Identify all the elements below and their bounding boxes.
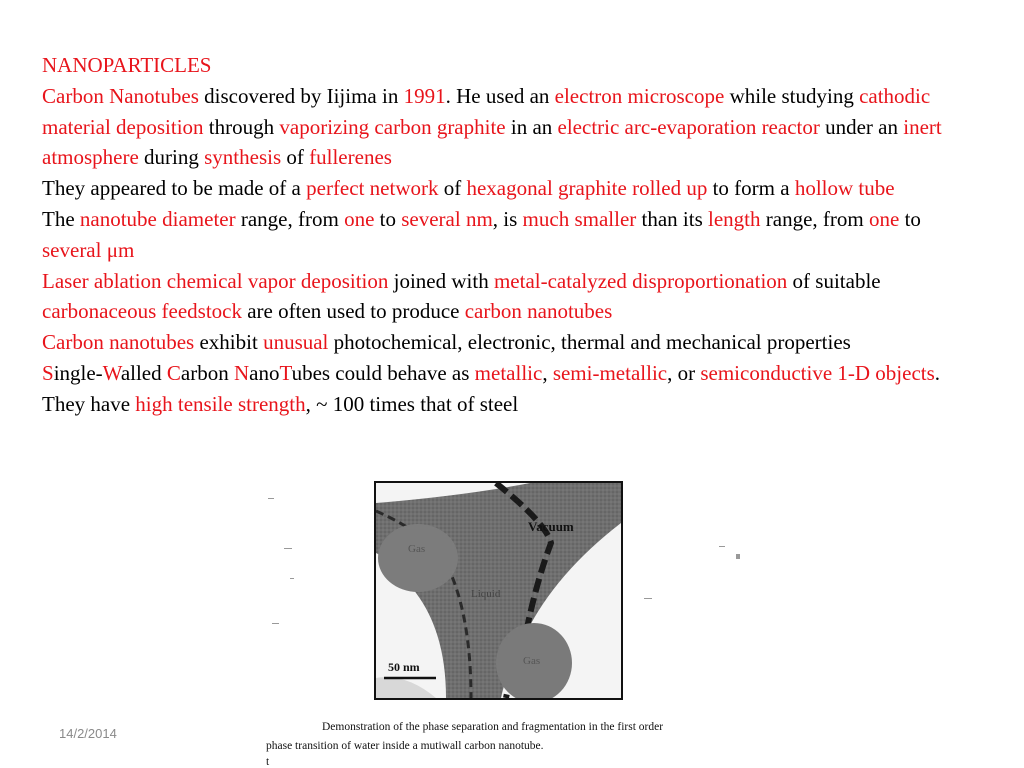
text-run: photochemical, electronic, thermal and mechanical properties [328, 330, 851, 355]
highlight-term: W [102, 360, 121, 385]
liquid-label: Liquid [471, 588, 501, 600]
highlight-term: carbonaceous feedstock [42, 299, 242, 324]
vacuum-label: Vacuum [528, 519, 574, 534]
caption-line-2: phase transition of water inside a mutiwall carbon nanotube. [266, 740, 544, 752]
highlight-term: synthesis [204, 145, 282, 170]
highlight-term: T [279, 360, 292, 385]
highlight-term: fullerenes [309, 145, 392, 170]
text-run: , is [492, 206, 523, 231]
text-run: than its [636, 206, 709, 231]
highlight-term: S [42, 360, 54, 385]
slide-body [42, 50, 977, 476]
text-run: under an [819, 114, 904, 139]
highlight-term: hexagonal graphite rolled up [466, 176, 708, 201]
text-run: range, from [760, 206, 869, 231]
highlight-term: semiconductive 1-D objects [700, 360, 935, 385]
text-run: . He used an [445, 83, 555, 108]
text-run: The [42, 206, 80, 231]
slide-title: NANOPARTICLES [42, 53, 212, 77]
text-run: to [899, 206, 921, 231]
paragraph [42, 173, 977, 204]
text-run: of [438, 176, 467, 201]
scan-speck [272, 623, 279, 624]
text-run: of suitable [787, 268, 881, 293]
highlight-term: perfect network [306, 176, 439, 201]
text-run: to form a [707, 176, 795, 201]
paragraph [42, 81, 977, 173]
highlight-term: high tensile strength [135, 391, 306, 416]
text-run: through [203, 114, 280, 139]
scan-speck [268, 498, 274, 499]
highlight-term: electron microscope [554, 83, 725, 108]
scan-speck [736, 554, 740, 559]
highlight-term: metal-catalyzed disproportionation [493, 268, 788, 293]
highlight-term: Laser ablation chemical vapor deposition [42, 268, 389, 293]
text-run: arbon [180, 360, 234, 385]
text-run: ingle- [53, 360, 103, 385]
highlight-term: Carbon Nanotubes [42, 83, 199, 108]
scan-speck [719, 546, 725, 547]
text-run: , or [667, 360, 701, 385]
highlight-term: vaporizing carbon graphite [279, 114, 506, 139]
text-run: discovered by Iijima in [198, 83, 404, 108]
nanotube-micrograph [374, 481, 623, 700]
highlight-term: much smaller [522, 206, 637, 231]
highlight-term: inert atmosphere [42, 114, 942, 170]
text-run: of [281, 145, 310, 170]
text-run: , ~ 100 times that of steel [305, 391, 519, 416]
text-run: exhibit [194, 330, 264, 355]
text-run: , [542, 360, 553, 385]
scale-bar-label: 50 nm [388, 660, 420, 674]
highlight-term: unusual [263, 330, 329, 355]
gas-label-top: Gas [408, 543, 426, 555]
text-run: They appeared to be made of a [42, 176, 307, 201]
text-run: ubes could behave as [291, 360, 475, 385]
text-run: . They have [42, 360, 941, 416]
gas-label-bottom: Gas [523, 655, 541, 667]
paragraph [42, 204, 977, 266]
highlight-term: metallic [474, 360, 543, 385]
scan-speck [290, 578, 294, 579]
text-run: to [374, 206, 402, 231]
tem-figure [264, 478, 754, 768]
paragraph [42, 327, 977, 358]
highlight-term: hollow tube [794, 176, 895, 201]
gas-bubble-top [378, 524, 458, 592]
text-run: joined with [388, 268, 494, 293]
text-run: in an [505, 114, 558, 139]
highlight-term: electric arc-evaporation reactor [557, 114, 820, 139]
highlight-term: Carbon nanotubes [42, 330, 195, 355]
highlight-term: carbon nanotubes [464, 299, 613, 324]
highlight-term: cathodic material deposition [42, 83, 931, 139]
text-run: alled [120, 360, 167, 385]
paragraph [42, 266, 977, 328]
text-run: ano [249, 360, 280, 385]
highlight-term: C [166, 360, 181, 385]
scan-speck [644, 598, 652, 599]
highlight-term: 1991 [403, 83, 446, 108]
scan-speck [284, 548, 292, 549]
text-run: during [138, 145, 205, 170]
paragraph-list [42, 81, 977, 420]
text-run: range, from [235, 206, 345, 231]
paragraph [42, 358, 977, 420]
highlight-term: nanotube diameter [79, 206, 236, 231]
highlight-term: length [708, 206, 761, 231]
text-run: are often used to produce [241, 299, 465, 324]
highlight-term: several μm [42, 237, 135, 262]
footer-date: 14/2/2014 [59, 726, 117, 741]
text-run: while studying [724, 83, 860, 108]
highlight-term: semi-metallic [552, 360, 668, 385]
highlight-term: several nm [401, 206, 493, 231]
figure-caption [266, 718, 736, 768]
highlight-term: one [344, 206, 375, 231]
highlight-term: N [233, 360, 250, 385]
caption-line-1: Demonstration of the phase separation and fragmentation in the first order [322, 721, 664, 733]
highlight-term: one [868, 206, 900, 231]
caption-line-3: t [266, 756, 270, 768]
